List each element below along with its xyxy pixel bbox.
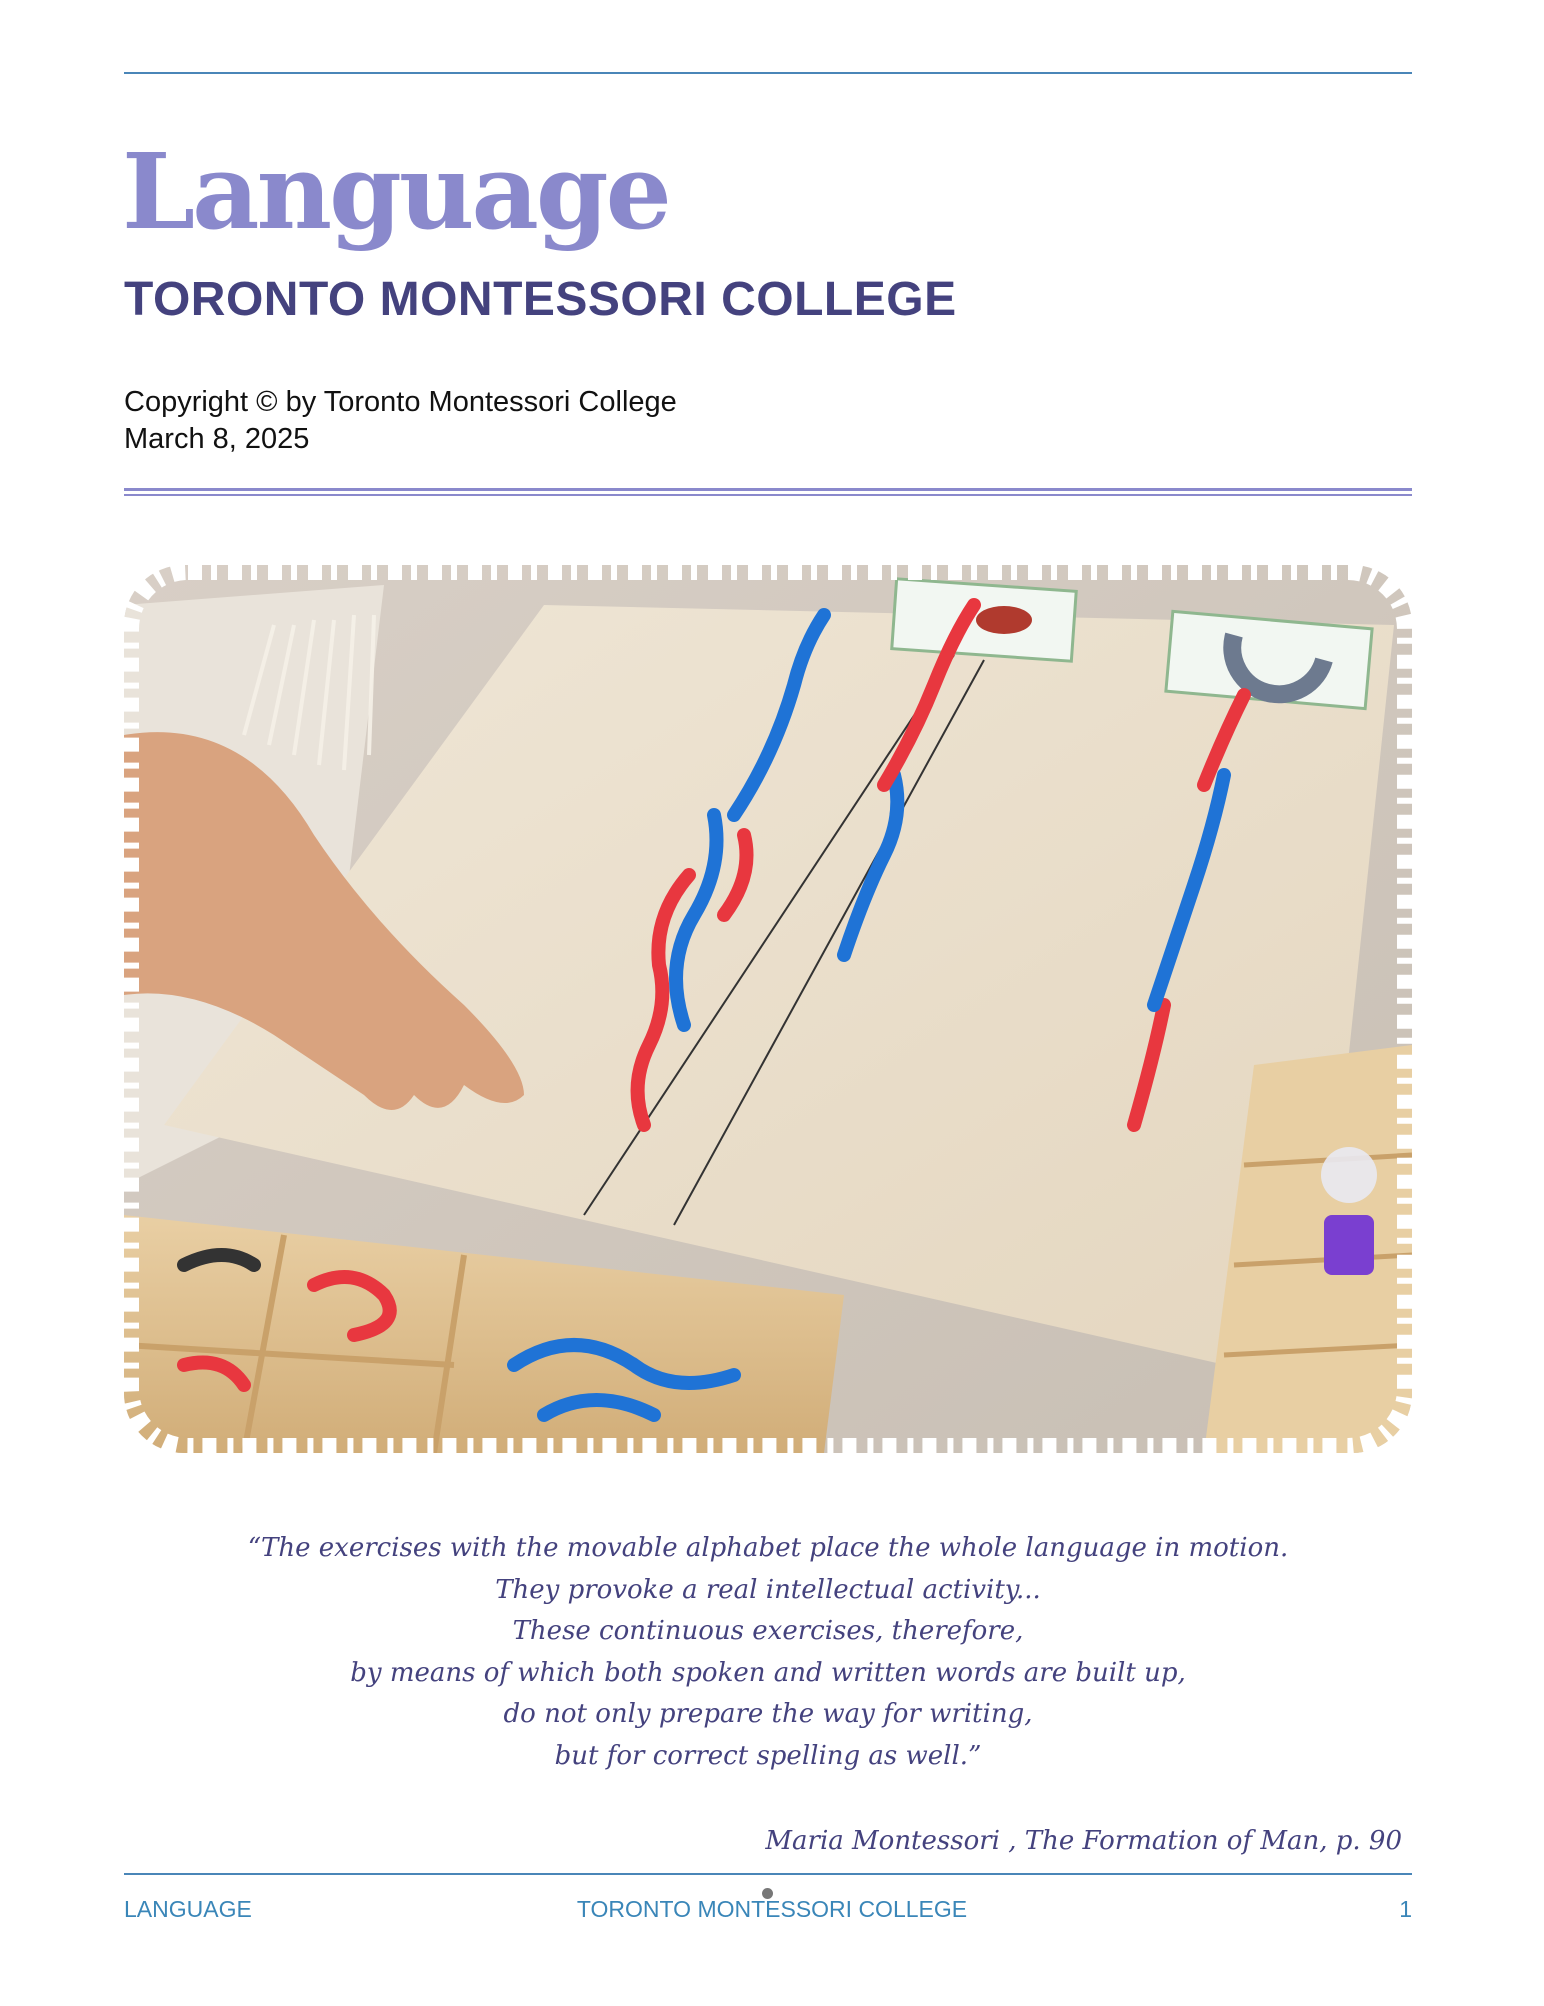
publication-date: March 8, 2025 — [124, 423, 310, 455]
footer-center-label: TORONTO MONTESSORI COLLEGE — [576, 1896, 968, 1922]
footer-rule — [124, 1873, 1412, 1875]
top-rule — [124, 72, 1412, 74]
quote-line: do not only prepare the way for writing, — [503, 1699, 1033, 1729]
quote-line: These continuous exercises, therefore, — [512, 1616, 1024, 1646]
copyright-line: Copyright © by Toronto Montessori College — [124, 386, 677, 418]
quote-line: by means of which both spoken and written words are built up, — [350, 1657, 1186, 1688]
purple-stand — [1324, 1215, 1374, 1275]
footer-left-label: LANGUAGE — [124, 1896, 252, 1922]
page-number: 1 — [1399, 1896, 1412, 1922]
document-subtitle: TORONTO MONTESSORI COLLEGE — [124, 273, 957, 326]
document-meta — [124, 384, 677, 458]
double-rule — [124, 488, 1412, 496]
quote-line: They provoke a real intellectual activity... — [495, 1574, 1041, 1605]
cover-photo — [124, 565, 1412, 1453]
quote-line: but for correct spelling as well.” — [554, 1740, 982, 1771]
quote-attribution: Maria Montessori , The Formation of Man, p. 90 — [765, 1826, 1402, 1856]
montessori-quote — [124, 1528, 1412, 1777]
quote-line: “The exercises with the movable alphabet place the whole language in motion. — [247, 1533, 1289, 1563]
document-title: Language — [122, 130, 669, 253]
